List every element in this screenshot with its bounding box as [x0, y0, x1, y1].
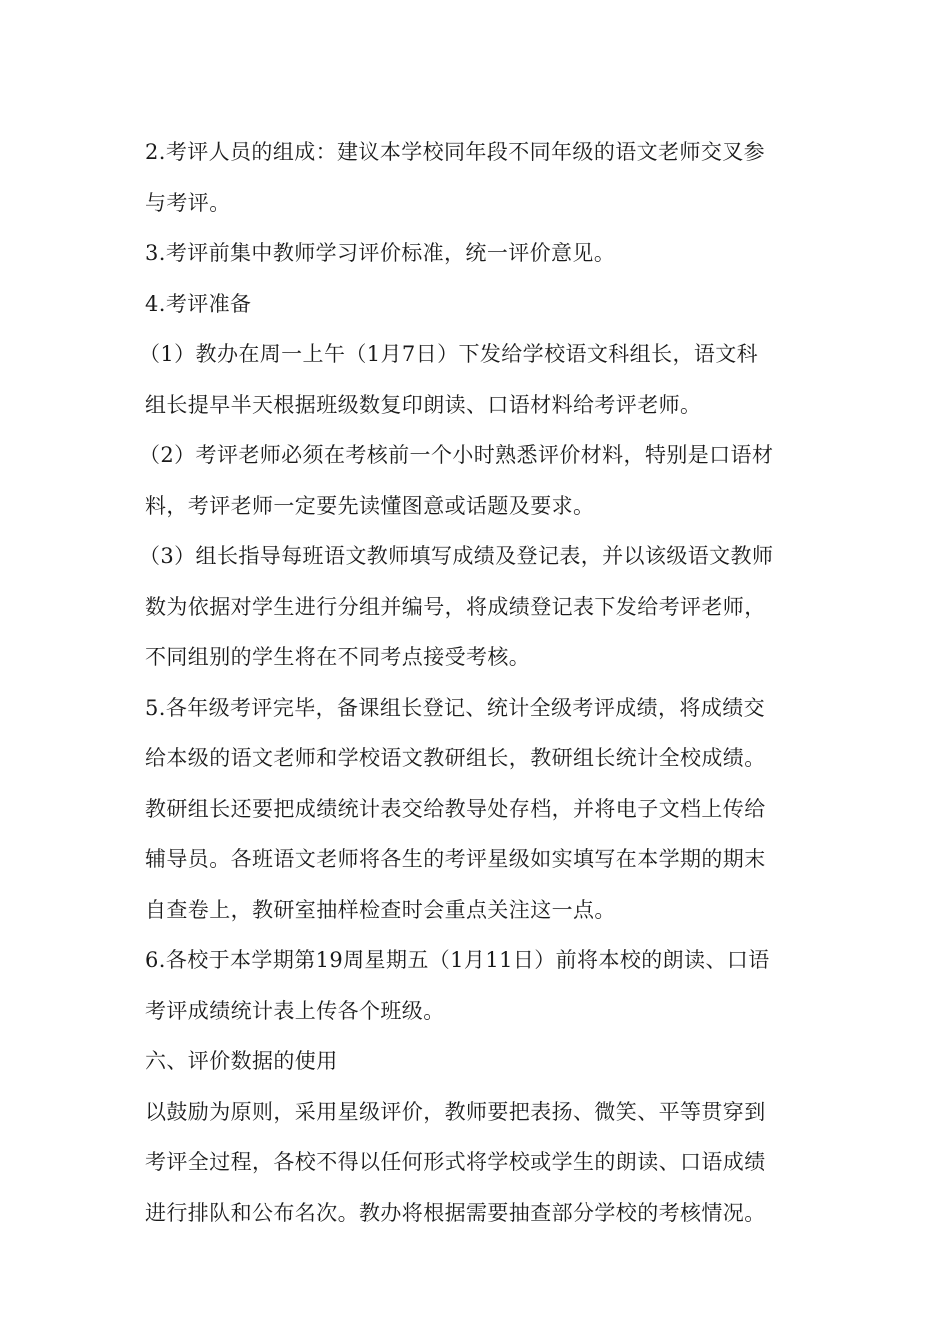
- text-line: （1）教办在周一上午（1月7日）下发给学校语文科组长，语文科: [139, 342, 759, 366]
- text-line: 与考评。: [145, 190, 231, 215]
- section-heading: 六、评价数据的使用: [145, 1049, 338, 1073]
- text-line: 以鼓励为原则，采用星级评价，教师要把表扬、微笑、平等贯穿到: [145, 1099, 766, 1124]
- text-line: 数为依据对学生进行分组并编号，将成绩登记表下发给考评老师，: [145, 594, 766, 619]
- text-line: 教研组长还要把成绩统计表交给教导处存档，并将电子文档上传给: [145, 796, 766, 821]
- text-line: 5.各年级考评完毕，备课组长登记、统计全级考评成绩，将成绩交: [145, 695, 766, 720]
- text-line: 考评全过程，各校不得以任何形式将学校或学生的朗读、口语成绩: [145, 1150, 766, 1174]
- text-line: 2.考评人员的组成：建议本学校同年段不同年级的语文老师交叉参: [145, 140, 766, 164]
- text-line: 料，考评老师一定要先读懂图意或话题及要求。: [145, 493, 595, 518]
- text-line: 不同组别的学生将在不同考点接受考核。: [145, 645, 531, 669]
- text-line: 辅导员。各班语文老师将各生的考评星级如实填写在本学期的期末: [145, 847, 766, 871]
- text-line: 4.考评准备: [145, 291, 252, 316]
- text-line: 进行排队和公布名次。教办将根据需要抽查部分学校的考核情况。: [145, 1200, 766, 1225]
- text-line: 组长提早半天根据班级数复印朗读、口语材料给考评老师。: [145, 392, 702, 417]
- text-line: 考评成绩统计表上传各个班级。: [145, 998, 445, 1023]
- text-line: （2）考评老师必须在考核前一个小时熟悉评价材料，特别是口语材: [139, 443, 774, 467]
- text-line: （3）组长指导每班语文教师填写成绩及登记表，并以该级语文教师: [139, 544, 774, 568]
- text-line: 给本级的语文老师和学校语文教研组长，教研组长统计全校成绩。: [145, 746, 766, 770]
- text-line: 自查卷上，教研室抽样检查时会重点关注这一点。: [145, 897, 616, 922]
- document-body: [139, 127, 815, 1238]
- text-line: 3.考评前集中教师学习评价标准，统一评价意见。: [145, 241, 616, 265]
- text-line: 6.各校于本学期第19周星期五（1月11日）前将本校的朗读、口语: [145, 948, 770, 972]
